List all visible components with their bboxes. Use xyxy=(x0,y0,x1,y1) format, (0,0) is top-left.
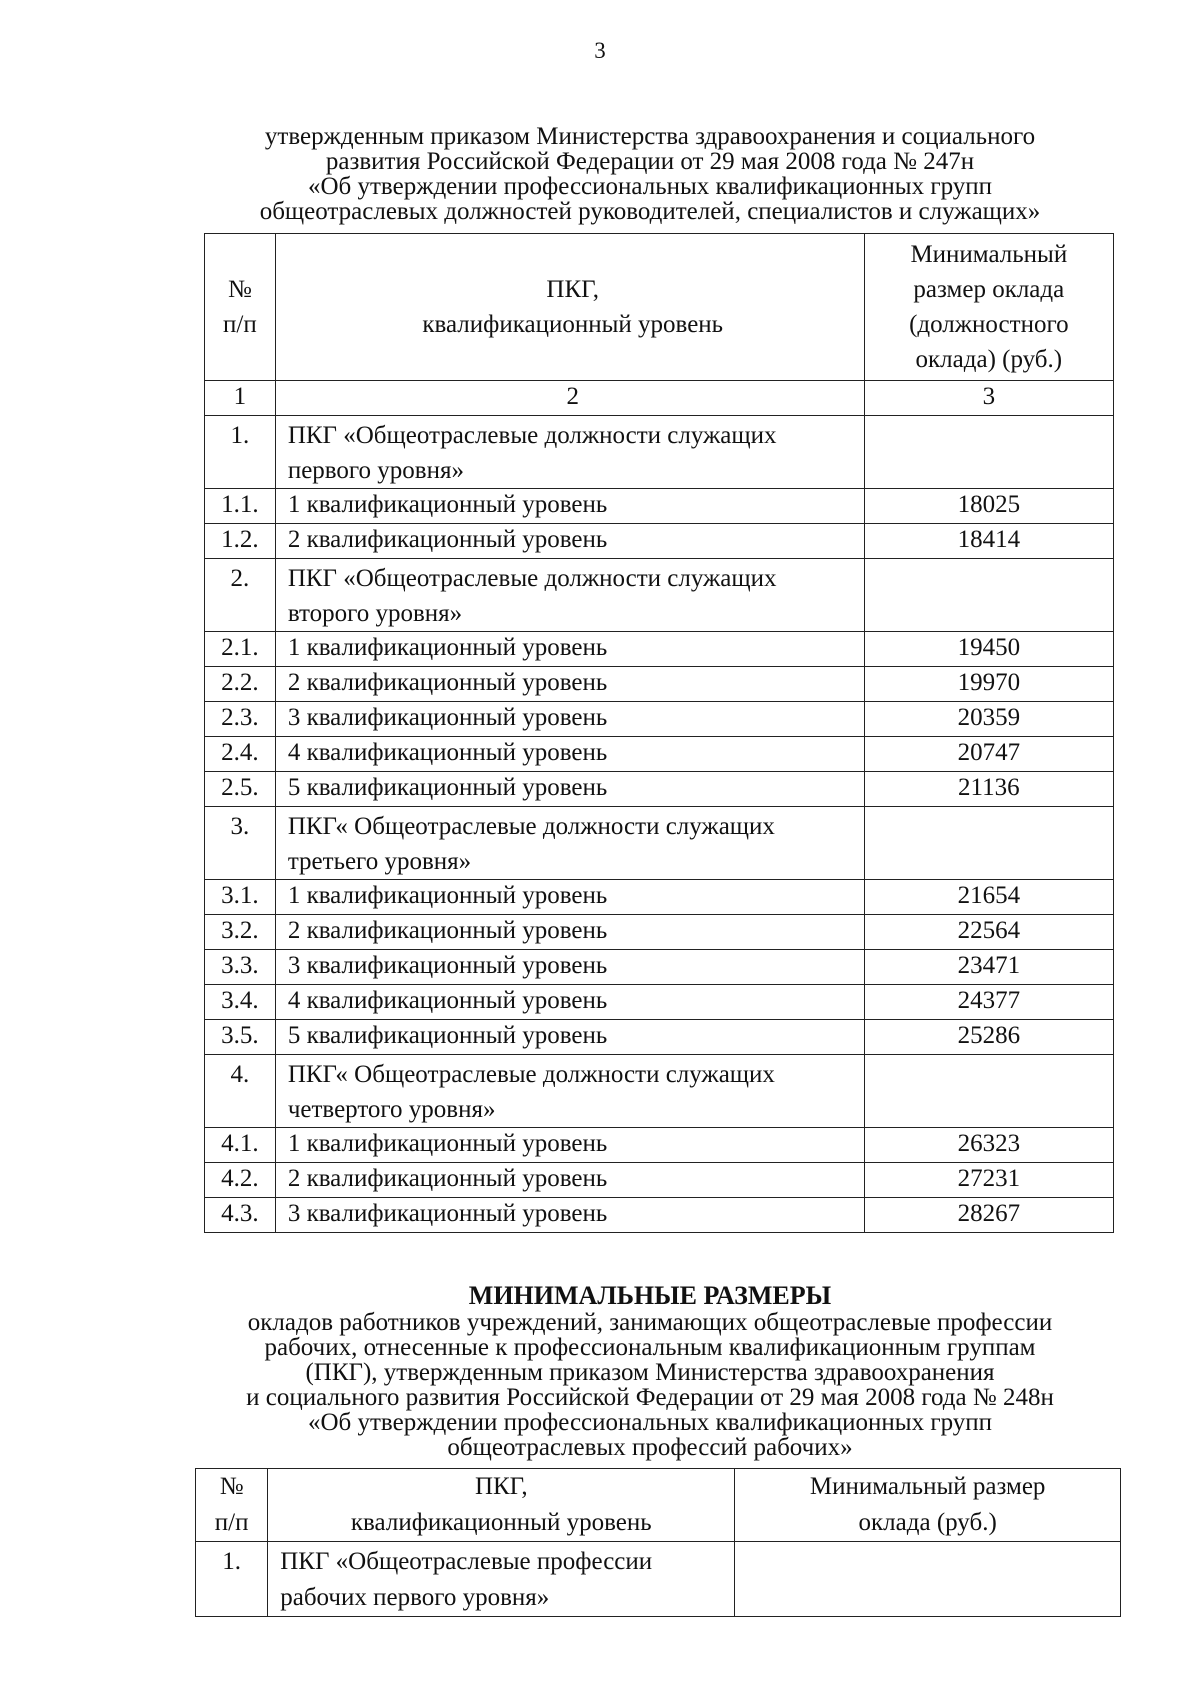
group-num: 1. xyxy=(205,416,276,489)
row-num: 4.3. xyxy=(205,1198,276,1233)
table-row xyxy=(205,772,1114,807)
row-num: 2.1. xyxy=(205,632,276,667)
row-num: 2.2. xyxy=(205,667,276,702)
table-row xyxy=(205,667,1114,702)
row-label: 3 квалификационный уровень xyxy=(275,950,864,985)
page-number: 3 xyxy=(594,38,606,63)
row-value: 19450 xyxy=(864,632,1113,667)
salary-table-employees xyxy=(204,233,1114,1233)
row-num: 4.1. xyxy=(205,1128,276,1163)
column-number: 3 xyxy=(864,381,1113,416)
group-num: 2. xyxy=(205,559,276,632)
row-value: 24377 xyxy=(864,985,1113,1020)
group-num: 4. xyxy=(205,1055,276,1128)
row-value: 26323 xyxy=(864,1128,1113,1163)
row-label: 1 квалификационный уровень xyxy=(275,489,864,524)
section2-line: (ПКГ), утвержденным приказом Министерства здравоохранения xyxy=(305,1359,995,1386)
table-row xyxy=(205,737,1114,772)
row-num: 4.2. xyxy=(205,1163,276,1198)
group-num: 3. xyxy=(205,807,276,880)
group-title: ПКГ «Общеотраслевые должности служащих второго уровня» xyxy=(275,559,864,632)
row-value: 22564 xyxy=(864,915,1113,950)
intro-heading xyxy=(190,124,1110,224)
group-value xyxy=(864,807,1113,880)
row-num: 3.2. xyxy=(205,915,276,950)
row-label: 5 квалификационный уровень xyxy=(275,1020,864,1055)
table-body xyxy=(205,416,1114,1233)
row-num: 2.3. xyxy=(205,702,276,737)
row-value: 25286 xyxy=(864,1020,1113,1055)
row-value xyxy=(735,1542,1121,1617)
section2-line: окладов работников учреждений, занимающих общеотраслевые профессии xyxy=(247,1309,1053,1336)
row-value: 21654 xyxy=(864,880,1113,915)
table-row xyxy=(205,632,1114,667)
intro-line: утвержденным приказом Министерства здравоохранения и социального xyxy=(264,123,1036,150)
row-label: 2 квалификационный уровень xyxy=(275,915,864,950)
table-header-row xyxy=(196,1469,1121,1542)
group-value xyxy=(864,1055,1113,1128)
row-label: 2 квалификационный уровень xyxy=(275,524,864,559)
row-num: 2.5. xyxy=(205,772,276,807)
group-row xyxy=(205,559,1114,632)
column-number: 2 xyxy=(275,381,864,416)
row-value: 23471 xyxy=(864,950,1113,985)
group-value xyxy=(864,559,1113,632)
row-value: 20359 xyxy=(864,702,1113,737)
row-label: 4 квалификационный уровень xyxy=(275,985,864,1020)
group-row xyxy=(205,416,1114,489)
table-row xyxy=(205,1128,1114,1163)
row-num: 2.4. xyxy=(205,737,276,772)
row-num: 3.1. xyxy=(205,880,276,915)
row-label: 1 квалификационный уровень xyxy=(275,880,864,915)
table-row xyxy=(205,915,1114,950)
row-value: 20747 xyxy=(864,737,1113,772)
table-row xyxy=(196,1542,1121,1617)
row-value: 21136 xyxy=(864,772,1113,807)
row-value: 19970 xyxy=(864,667,1113,702)
table-row xyxy=(205,1198,1114,1233)
header-num: № п/п xyxy=(196,1469,268,1542)
table-row xyxy=(205,524,1114,559)
group-title: ПКГ« Общеотраслевые должности служащих четвертого уровня» xyxy=(275,1055,864,1128)
table-row xyxy=(205,1163,1114,1198)
section2-title: МИНИМАЛЬНЫЕ РАЗМЕРЫ xyxy=(468,1281,832,1310)
row-value: 27231 xyxy=(864,1163,1113,1198)
group-row xyxy=(205,1055,1114,1128)
row-num: 1.2. xyxy=(205,524,276,559)
row-value: 18414 xyxy=(864,524,1113,559)
group-title: ПКГ «Общеотраслевые должности служащих первого уровня» xyxy=(275,416,864,489)
row-label: 2 квалификационный уровень xyxy=(275,667,864,702)
row-label: 1 квалификационный уровень xyxy=(275,632,864,667)
group-title: ПКГ« Общеотраслевые должности служащих третьего уровня» xyxy=(275,807,864,880)
section2-line: общеотраслевых профессий рабочих» xyxy=(447,1434,853,1461)
row-label: 4 квалификационный уровень xyxy=(275,737,864,772)
group-value xyxy=(864,416,1113,489)
section2-line: «Об утверждении профессиональных квалификационных групп xyxy=(307,1409,993,1436)
row-label: 2 квалификационный уровень xyxy=(275,1163,864,1198)
row-label: 3 квалификационный уровень xyxy=(275,1198,864,1233)
row-value: 18025 xyxy=(864,489,1113,524)
salary-table-workers xyxy=(195,1468,1121,1617)
row-num: 1. xyxy=(196,1542,268,1617)
column-number: 1 xyxy=(205,381,276,416)
row-label: 5 квалификационный уровень xyxy=(275,772,864,807)
header-salary: Минимальный размер оклада (должностного оклада) (руб.) xyxy=(864,234,1113,381)
intro-line: «Об утверждении профессиональных квалификационных групп xyxy=(307,173,993,200)
row-label: 1 квалификационный уровень xyxy=(275,1128,864,1163)
header-pkg: ПКГ, квалификационный уровень xyxy=(268,1469,735,1542)
table-row xyxy=(205,985,1114,1020)
section2-heading xyxy=(190,1282,1110,1460)
header-salary: Минимальный размер оклада (руб.) xyxy=(735,1469,1121,1542)
table-row xyxy=(205,950,1114,985)
group-row xyxy=(205,807,1114,880)
table-row xyxy=(205,880,1114,915)
intro-line: развития Российской Федерации от 29 мая 2008 года № 247н xyxy=(325,148,975,175)
row-label: 3 квалификационный уровень xyxy=(275,702,864,737)
intro-line: общеотраслевых должностей руководителей, специалистов и служащих» xyxy=(259,198,1041,225)
row-num: 1.1. xyxy=(205,489,276,524)
row-num: 3.3. xyxy=(205,950,276,985)
section2-line: и социального развития Российской Федерации от 29 мая 2008 года № 248н xyxy=(246,1384,1054,1411)
table-header-row xyxy=(205,234,1114,381)
row-value: 28267 xyxy=(864,1198,1113,1233)
column-number-row xyxy=(205,381,1114,416)
row-num: 3.4. xyxy=(205,985,276,1020)
section2-line: рабочих, отнесенные к профессиональным квалификационным группам xyxy=(264,1334,1036,1361)
table-row xyxy=(205,1020,1114,1055)
row-num: 3.5. xyxy=(205,1020,276,1055)
row-title: ПКГ «Общеотраслевые профессии рабочих первого уровня» xyxy=(268,1542,735,1617)
header-pkg: ПКГ, квалификационный уровень xyxy=(275,234,864,381)
table-row xyxy=(205,702,1114,737)
table-row xyxy=(205,489,1114,524)
header-num: № п/п xyxy=(205,234,276,381)
